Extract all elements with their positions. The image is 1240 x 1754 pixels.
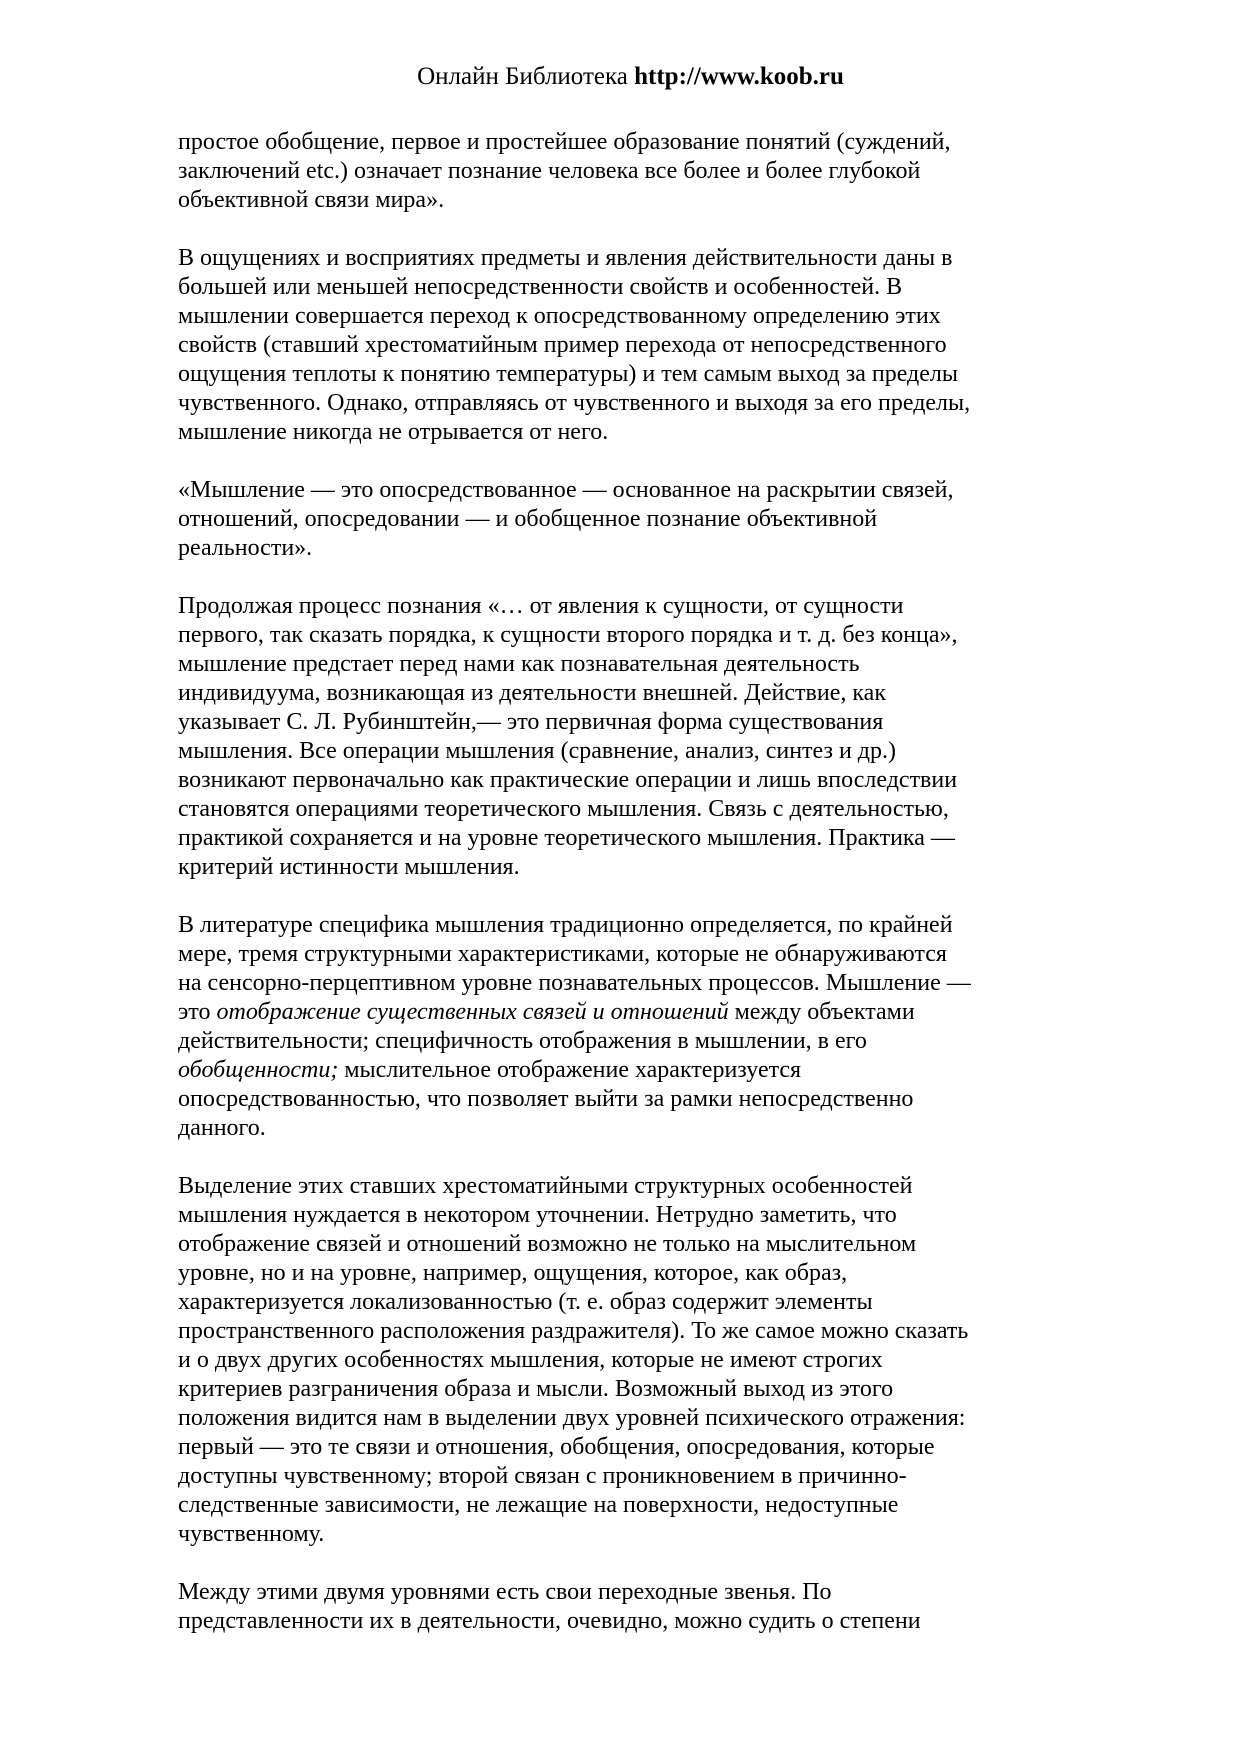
paragraph [178,1172,1083,1549]
text-line [178,998,1083,1027]
text-line [178,969,1083,998]
text-run: Между этими двумя уровнями есть свои переходные звенья. По [178,1579,832,1605]
text-run: критериев разграничения образа и мысли. Возможный выход из этого [178,1376,894,1402]
text-line [178,911,1083,940]
text-line [178,505,1083,534]
text-line [178,1172,1083,1201]
text-run: указывает С. Л. Рубинштейн,— это первичная форма существования [178,709,884,735]
text-line [178,244,1083,273]
text-run: реальности». [178,535,313,561]
text-run: индивидуума, возникающая из деятельности внешней. Действие, как [178,680,886,706]
paragraph [178,592,1083,882]
text-line [178,1201,1083,1230]
text-run: первого, так сказать порядка, к сущности второго порядка и т. д. без конца», [178,622,958,648]
text-line [178,157,1083,186]
text-line [178,331,1083,360]
text-run: между объектами [728,999,915,1025]
text-run: Выделение этих ставших хрестоматийными структурных особенностей [178,1173,913,1199]
text-run: отображение связей и отношений возможно не только на мыслительном [178,1231,917,1257]
text-run: представленности их в деятельности, очевидно, можно судить о степени [178,1608,921,1634]
text-run: В литературе специфика мышления традиционно определяется, по крайней [178,912,953,938]
text-line [178,650,1083,679]
text-line [178,1114,1083,1143]
text-line [178,1317,1083,1346]
text-line [178,1578,1083,1607]
text-line [178,1404,1083,1433]
text-run: это [178,999,217,1025]
text-line [178,1056,1083,1085]
document-body [178,128,1083,1636]
text-line [178,795,1083,824]
text-run: характеризуется локализованностью (т. е. образ содержит элементы [178,1289,873,1315]
text-run: чувственного. Однако, отправляясь от чувственного и выходя за его пределы, [178,390,971,416]
text-run: действительности; специфичность отображения в мышлении, в его [178,1028,867,1054]
text-line [178,1491,1083,1520]
text-run: большей или меньшей непосредственности свойств и особенностей. В [178,274,903,300]
text-line [178,418,1083,447]
text-line [178,128,1083,157]
text-run: следственные зависимости, не лежащие на поверхности, недоступные [178,1492,899,1518]
text-run: «Мышление — это опосредствованное — основанное на раскрытии связей, [178,477,954,503]
text-run: практикой сохраняется и на уровне теоретического мышления. Практика — [178,825,955,851]
library-label: Онлайн Библиотека [417,63,635,90]
text-run: Продолжая процесс познания «… от явления к сущности, от сущности [178,593,904,619]
text-run: данного. [178,1115,266,1141]
paragraph [178,1578,1083,1636]
text-line [178,360,1083,389]
text-line [178,1288,1083,1317]
text-line [178,737,1083,766]
text-line [178,592,1083,621]
text-run: отношений, опосредовании — и обобщенное познание объективной [178,506,878,532]
emphasized-text: отображение существенных связей и отношений [216,999,729,1025]
text-run: мыслительное отображение характеризуется [338,1057,802,1083]
text-line [178,1520,1083,1549]
text-run: критерий истинности мышления. [178,854,520,880]
text-run: мере, тремя структурными характеристиками, которые не обнаруживаются [178,941,947,967]
text-line [178,273,1083,302]
text-line [178,1230,1083,1259]
text-run: опосредствованностью, что позволяет выйти за рамки непосредственно [178,1086,914,1112]
text-line [178,621,1083,650]
text-run: уровне, но и на уровне, например, ощущения, которое, как образ, [178,1260,848,1286]
text-run: чувственному. [178,1521,325,1547]
text-line [178,302,1083,331]
text-line [178,1607,1083,1636]
text-line [178,853,1083,882]
text-line [178,1375,1083,1404]
text-line [178,186,1083,215]
paragraph [178,244,1083,447]
emphasized-text: обобщенности; [178,1057,339,1083]
text-run: мышление предстает перед нами как познавательная деятельность [178,651,860,677]
text-line [178,679,1083,708]
text-run: свойств (ставший хрестоматийным пример перехода от непосредственного [178,332,947,358]
text-run: мышления нуждается в некотором уточнении. Нетрудно заметить, что [178,1202,897,1228]
text-line [178,534,1083,563]
page-header [178,0,1083,92]
text-line [178,1259,1083,1288]
text-run: пространственного расположения раздражителя). То же самое можно сказать [178,1318,969,1344]
text-line [178,708,1083,737]
text-line [178,1027,1083,1056]
text-run: мышлении совершается переход к опосредствованному определению этих [178,303,941,329]
text-line [178,1462,1083,1491]
text-run: и о двух других особенностях мышления, которые не имеют строгих [178,1347,883,1373]
text-run: мышление никогда не отрывается от него. [178,419,609,445]
paragraph [178,911,1083,1143]
text-line [178,476,1083,505]
text-run: положения видится нам в выделении двух уровней психического отражения: [178,1405,966,1431]
text-line [178,1433,1083,1462]
text-run: ощущения теплоты к понятию температуры) и тем самым выход за пределы [178,361,958,387]
text-line [178,1346,1083,1375]
text-line [178,389,1083,418]
text-line [178,1085,1083,1114]
library-url: http://www.koob.ru [634,63,844,90]
text-run: простое обобщение, первое и простейшее образование понятий (суждений, [178,129,951,155]
text-line [178,940,1083,969]
paragraph [178,128,1083,215]
text-run: доступны чувственному; второй связан с проникновением в причинно- [178,1463,907,1489]
text-line [178,824,1083,853]
text-run: В ощущениях и восприятиях предметы и явления действительности даны в [178,245,953,271]
text-run: на сенсорно-перцептивном уровне познавательных процессов. Мышление — [178,970,971,996]
text-run: становятся операциями теоретического мышления. Связь с деятельностью, [178,796,949,822]
text-run: заключений etc.) означает познание человека все более и более глубокой [178,158,921,184]
text-run: возникают первоначально как практические операции и лишь впоследствии [178,767,958,793]
text-line [178,766,1083,795]
text-run: первый — это те связи и отношения, обобщения, опосредования, которые [178,1434,935,1460]
text-run: объективной связи мира». [178,187,445,213]
text-run: мышления. Все операции мышления (сравнение, анализ, синтез и др.) [178,738,897,764]
paragraph [178,476,1083,563]
